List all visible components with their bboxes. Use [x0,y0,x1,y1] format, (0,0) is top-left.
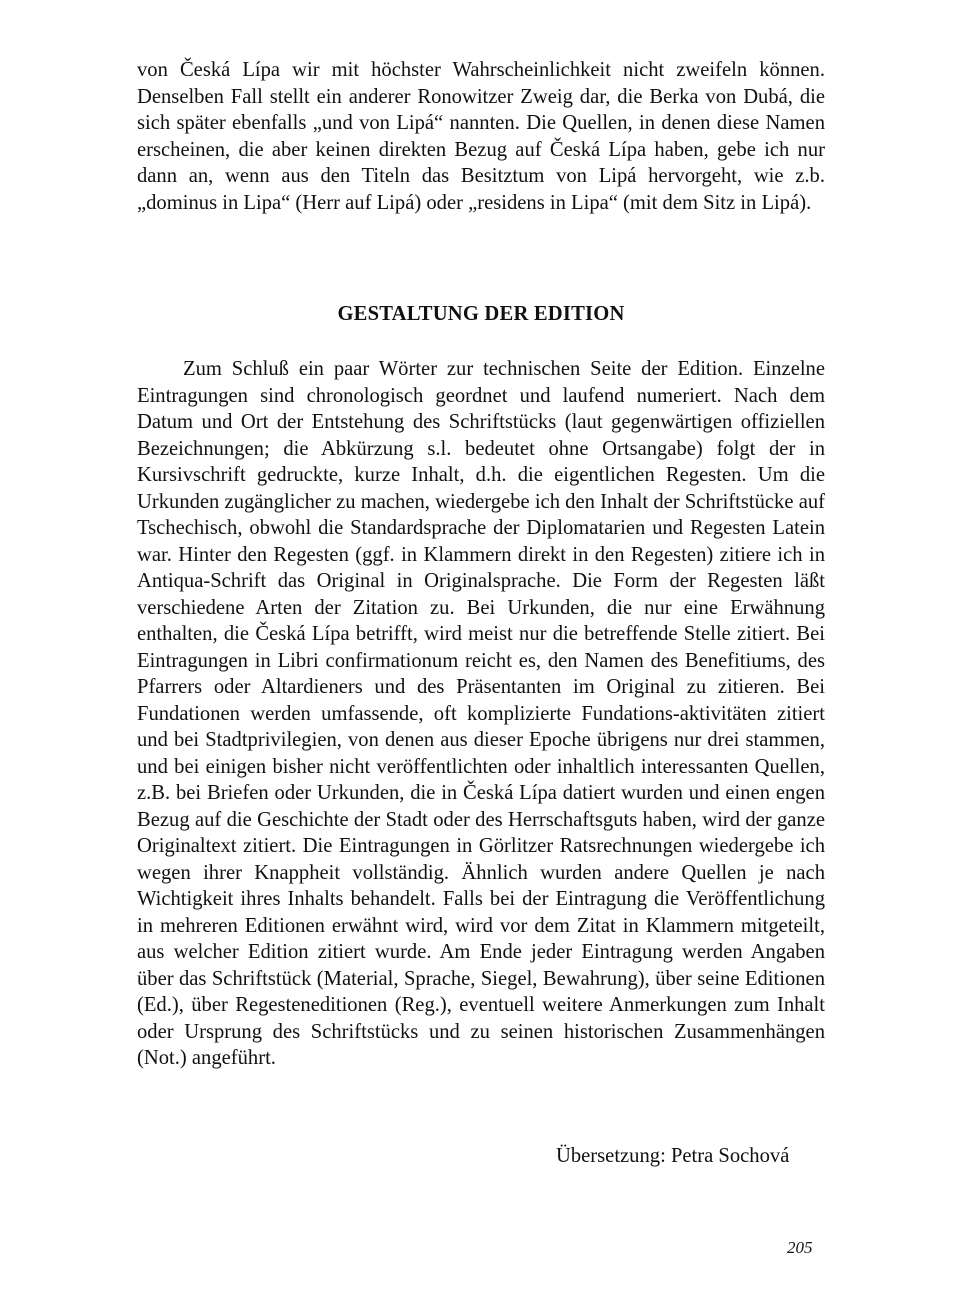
section-heading-wrap [137,301,825,327]
translator-credit: Übersetzung: Petra Sochová [556,1145,790,1167]
section-heading: GESTALTUNG DER EDITION [337,303,625,325]
paragraph-intro: von Česká Lípa wir mit höchster Wahrscheinlichkeit nicht zweifeln können. Denselben Fall stellt ein anderer Ronowitzer Zweig dar, die Berka von Dubá, die sich später ebenfalls „und von Lipá“ nannten. Die Quellen, in denen diese Namen erscheinen, die aber keinen direkten Bezug auf Česká Lípa haben, gebe ich nur dann an, wenn aus den Titeln das Besitztum von Lipá hervorgeht, wie z.b. „dominus in Lipa“ (Herr auf Lipá) oder „residens in Lipa“ (mit dem Sitz in Lipá). [137,59,825,214]
page-body [137,57,825,216]
page-number: 205 [787,1238,813,1257]
section-body [137,356,825,1072]
paragraph-edition: Zum Schluß ein paar Wörter zur technischen Seite der Edition. Einzelne Eintragungen sind chronologisch geordnet und laufend numeriert. Nach dem Datum und Ort der Entstehung des Schriftstücks (laut gegenwärtigen offiziellen Bezeichnungen; die Abkürzung s.l. bedeutet ohne Ortsangabe) folgt der in Kursivschrift gedruckte, kurze Inhalt, d.h. die eigentlichen Regesten. Um die Urkunden zugänglicher zu machen, wiedergebe ich den Inhalt der Schriftstücke auf Tschechisch, obwohl die Standardsprache der Diplomatarien und Regesten Latein war. Hinter den Regesten (ggf. in Klammern direkt in den Regesten) zitiere ich in Antiqua-Schrift das Original in Originalsprache. Die Form der Regesten läßt verschiedene Arten der Zitation zu. Bei Urkunden, die nur eine Erwähnung enthalten, die Česká Lípa betrifft, wird meist nur die betreffende Stelle zitiert. Bei Eintragungen in Libri confirmationum reicht es, den Namen des Benefitiums, des Pfarrers oder Altardieners und des Präsentanten im Original zu zitieren. Bei Fundationen werden umfassende, oft komplizierte Fundations-aktivitäten zitiert und bei Stadtprivilegien, von denen aus dieser Epoche übrigens nur drei stammen, und bei einigen bisher nicht veröffentlichten oder inhaltlich interessanten Quellen, z.B. bei Briefen oder Urkunden, die in Česká Lípa datiert wurden und einen engen Bezug auf die Geschichte der Stadt oder des Herrschaftsguts haben, wird der ganze Originaltext zitiert. Die Eintragungen in Görlitzer Ratsrechnungen wiedergebe ich wegen ihrer Knappheit vollständig. Ähnlich wurden andere Quellen je nach Wichtigkeit ihres Inhalts behandelt. Falls bei der Eintragung die Veröffentlichung in mehreren Editionen erwähnt wird, wird vor dem Zitat in Klammern mitgeteilt, aus welcher Edition zitiert wurde. Am Ende jeder Eintragung werden Angaben über das Schriftstück (Material, Sprache, Siegel, Bewahrung), über seine Editionen (Ed.), über Regesteneditionen (Reg.), eventuell weitere Anmerkungen zum Inhalt oder Ursprung des Schriftstücks und zu seinen historischen Zusammenhängen (Not.) angeführt. [137,358,825,1069]
